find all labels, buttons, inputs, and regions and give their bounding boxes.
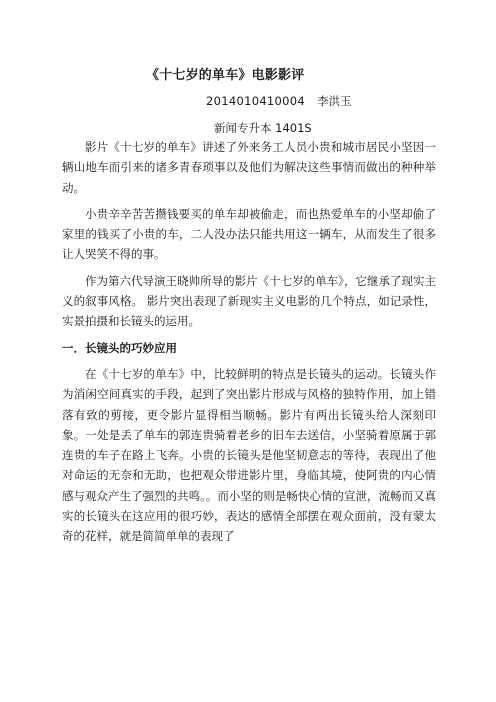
paragraph: 在《十七岁的单车》中，比较鲜明的特点是长镜头的运动。长镜头作为消闲空间真实的手段，起到了突出影片形成与风格的独特作用，加上错落有致的剪接，更令影片显得相当顺畅。影片有两出长镜头给人深刻印象。一处是丢了单车的郭连贵骑着老乡的旧车去送信，小坚骑着原属于郭连贵的车子在路上飞奔。小贵的长镜头是他坚韧意志的等待，表现出了他对命运的无奈和无助，也把观众带进影片里，身临其境，使阿贵的内心情感与观众产生了强烈的共鸣。。而小坚的则是畅快心情的宣泄，流畅而又真实的长镜头在这应用的很巧妙，表达的感情全部摆在观众面前，没有蒙太奇的花样，就是简简单单的表现了 (62, 366, 436, 544)
document-body (62, 137, 436, 553)
paragraph: 作为第六代导演王晓帅所导的影片《十七岁的单车》，它继承了现实主义的叙事风格。 影片突出表现了新现实主义电影的几个特点，如记录性，实景拍摄和长镜头的运用。 (62, 273, 436, 329)
author-line (206, 93, 352, 109)
section-heading: 一．长镜头的巧妙应用 (62, 340, 177, 355)
class-prefix: 新闻专升本 (214, 121, 272, 135)
paragraph: 小贵辛辛苦苦攒钱要买的单车却被偷走，而也热爱单车的小坚却偷了家里的钱买了小贵的车，二人没办法只能共用这一辆车，从而发生了很多让人哭笑不得的事。 (62, 206, 436, 262)
class-code: 1401S (275, 121, 312, 135)
document-title: 《十七岁的单车》电影影评 (146, 68, 305, 83)
author-name: 李洪玉 (317, 94, 352, 108)
student-id: 2014010410004 (206, 94, 306, 108)
class-line (214, 120, 312, 136)
paragraph: 影片《十七岁的单车》讲述了外来务工人员小贵和城市居民小坚因一辆山地车而引来的诸多青春琐事以及他们为解决这些事情而做出的种种举动。 (62, 140, 436, 195)
